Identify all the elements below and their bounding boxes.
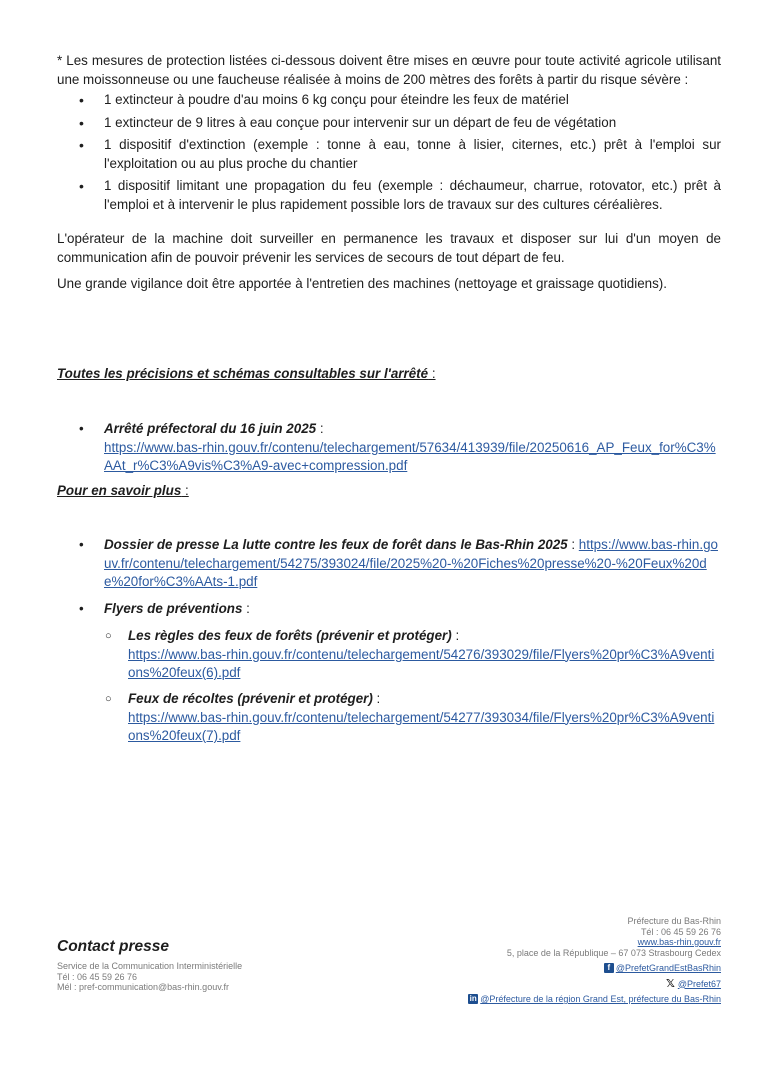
contact-tel: Tél : 06 45 59 26 76 bbox=[57, 971, 138, 982]
list-item: • Arrêté préfectoral du 16 juin 2025 : https://www.bas-rhin.gouv.fr/contenu/telechargement/57634/413939/file/20250616_AP_Feux_for%C3%AAt_r%C3%A9vis%C3%A9-avec+compression.pdf bbox=[79, 421, 716, 473]
list-item: • 1 extincteur de 9 litres à eau conçue pour intervenir sur un départ de feu de végétation bbox=[57, 114, 721, 133]
prefecture-block bbox=[468, 916, 721, 1005]
prefecture-name: Préfecture du Bas-Rhin bbox=[627, 916, 721, 926]
list-item: • 1 extincteur à poudre d'au moins 6 kg conçu pour éteindre les feux de matériel bbox=[57, 91, 721, 110]
prefecture-site-link[interactable]: www.bas-rhin.gouv.fr bbox=[637, 937, 721, 947]
circle-bullet-icon: ○ bbox=[105, 693, 112, 705]
list-item: • Dossier de presse La lutte contre les feux de forêt dans le Bas-Rhin 2025 : https://www.bas-rhin.gouv.fr/contenu/telechargement/54275/393024/file/2025%20-%20Fiches%20presse%20-%20Feux%20de%20for%C3%AAts-1.pdf bbox=[79, 537, 718, 589]
maintenance-paragraph: Une grande vigilance doit être apportée à l'entretien des machines (nettoyage et graissage quotidiens). bbox=[57, 276, 667, 291]
circle-bullet-icon: ○ bbox=[105, 630, 112, 642]
arrete-link[interactable]: https://www.bas-rhin.gouv.fr/contenu/telechargement/57634/413939/file/20250616_AP_Feux_for%C3%AAt_r%C3%A9vis%C3%A9-avec+compression.pdf bbox=[104, 439, 716, 473]
list-item: ○ Feux de récoltes (prévenir et protéger) : https://www.bas-rhin.gouv.fr/contenu/telechargement/54277/393034/file/Flyers%20pr%C3%A9ventions%20feux(7).pdf bbox=[105, 691, 715, 743]
flyer2-label: Feux de récoltes (prévenir et protéger) bbox=[128, 691, 373, 706]
bullet-icon: • bbox=[79, 537, 84, 552]
linkedin-icon: in bbox=[469, 994, 477, 1004]
operator-paragraph: L'opérateur de la machine doit surveiller en permanence les travaux et disposer sur lui d'un moyen de communication afin de pouvoir prévenir les services de secours de tout départ de feu. bbox=[57, 231, 721, 265]
prefecture-tel: Tél : 06 45 59 26 76 bbox=[640, 926, 721, 937]
x-icon: 𝕏 bbox=[665, 977, 675, 990]
dossier-link[interactable]: https://www.bas-rhin.gouv.fr/contenu/telechargement/54275/393024/file/2025%20-%20Fiches%20presse%20-%20Feux%20de%20for%C3%AAts-1.pdf bbox=[104, 537, 718, 589]
prefecture-address: 5, place de la République – 67 073 Strasbourg Cedex bbox=[506, 947, 721, 958]
list-item: • Flyers de préventions : bbox=[57, 600, 721, 619]
intro-text: * Les mesures de protection listées ci-dessous doivent être mises en œuvre pour toute activité agricole utilisant une moissonneuse ou une faucheuse réalisée à moins de 200 mètres des forêts à partir du risque sévère : bbox=[57, 53, 721, 87]
x-row bbox=[468, 979, 721, 990]
linkedin-link[interactable]: @Préfecture de la région Grand Est, préfecture du Bas-Rhin bbox=[480, 994, 721, 1004]
facebook-link[interactable]: @PrefetGrandEstBasRhin bbox=[615, 963, 721, 973]
x-link[interactable]: @Prefet67 bbox=[677, 978, 721, 989]
section-heading-arrete: Toutes les précisions et schémas consultables sur l'arrêté : bbox=[57, 366, 436, 381]
flyer1-label: Les règles des feux de forêts (prévenir et protéger) bbox=[128, 628, 452, 643]
flyer2-link[interactable]: https://www.bas-rhin.gouv.fr/contenu/telechargement/54277/393034/file/Flyers%20pr%C3%A9ventions%20feux(7).pdf bbox=[128, 709, 715, 743]
flyer1-link[interactable]: https://www.bas-rhin.gouv.fr/contenu/telechargement/54276/393029/file/Flyers%20pr%C3%A9ventions%20feux(6).pdf bbox=[128, 646, 715, 680]
dossier-label: Dossier de presse La lutte contre les feux de forêt dans le Bas-Rhin 2025 bbox=[104, 537, 568, 552]
bullet-icon: • bbox=[79, 421, 84, 436]
facebook-icon: f bbox=[604, 963, 614, 973]
flyers-label: Flyers de préventions bbox=[104, 601, 243, 616]
contact-mail: Mél : pref-communication@bas-rhin.gouv.fr bbox=[57, 982, 230, 992]
contact-block bbox=[57, 938, 242, 993]
contact-title: Contact presse bbox=[57, 938, 169, 955]
facebook-row bbox=[468, 963, 721, 974]
document-body bbox=[57, 52, 721, 294]
contact-service: Service de la Communication Interministérielle bbox=[57, 961, 243, 971]
arrete-label: Arrêté préfectoral du 16 juin 2025 bbox=[104, 421, 317, 436]
list-item: • 1 dispositif d'extinction (exemple : tonne à eau, tonne à lisier, citernes, etc.) prêt à l'emploi sur l'exploitation ou au plus proche du chantier bbox=[57, 136, 721, 173]
measures-list bbox=[57, 91, 721, 214]
linkedin-row bbox=[468, 994, 721, 1005]
list-item: • 1 dispositif limitant une propagation du feu (exemple : déchaumeur, charrue, rotovator, etc.) prêt à l'emploi et à intervenir le plus rapidement possible lors de travaux sur des cultures céréalières. bbox=[57, 177, 721, 214]
section-heading-en-savoir-plus: Pour en savoir plus : bbox=[57, 483, 189, 498]
list-item: ○ Les règles des feux de forêts (prévenir et protéger) : https://www.bas-rhin.gouv.fr/contenu/telechargement/54276/393029/file/Flyers%20pr%C3%A9ventions%20feux(6).pdf bbox=[105, 628, 715, 680]
bullet-icon: • bbox=[79, 601, 84, 616]
